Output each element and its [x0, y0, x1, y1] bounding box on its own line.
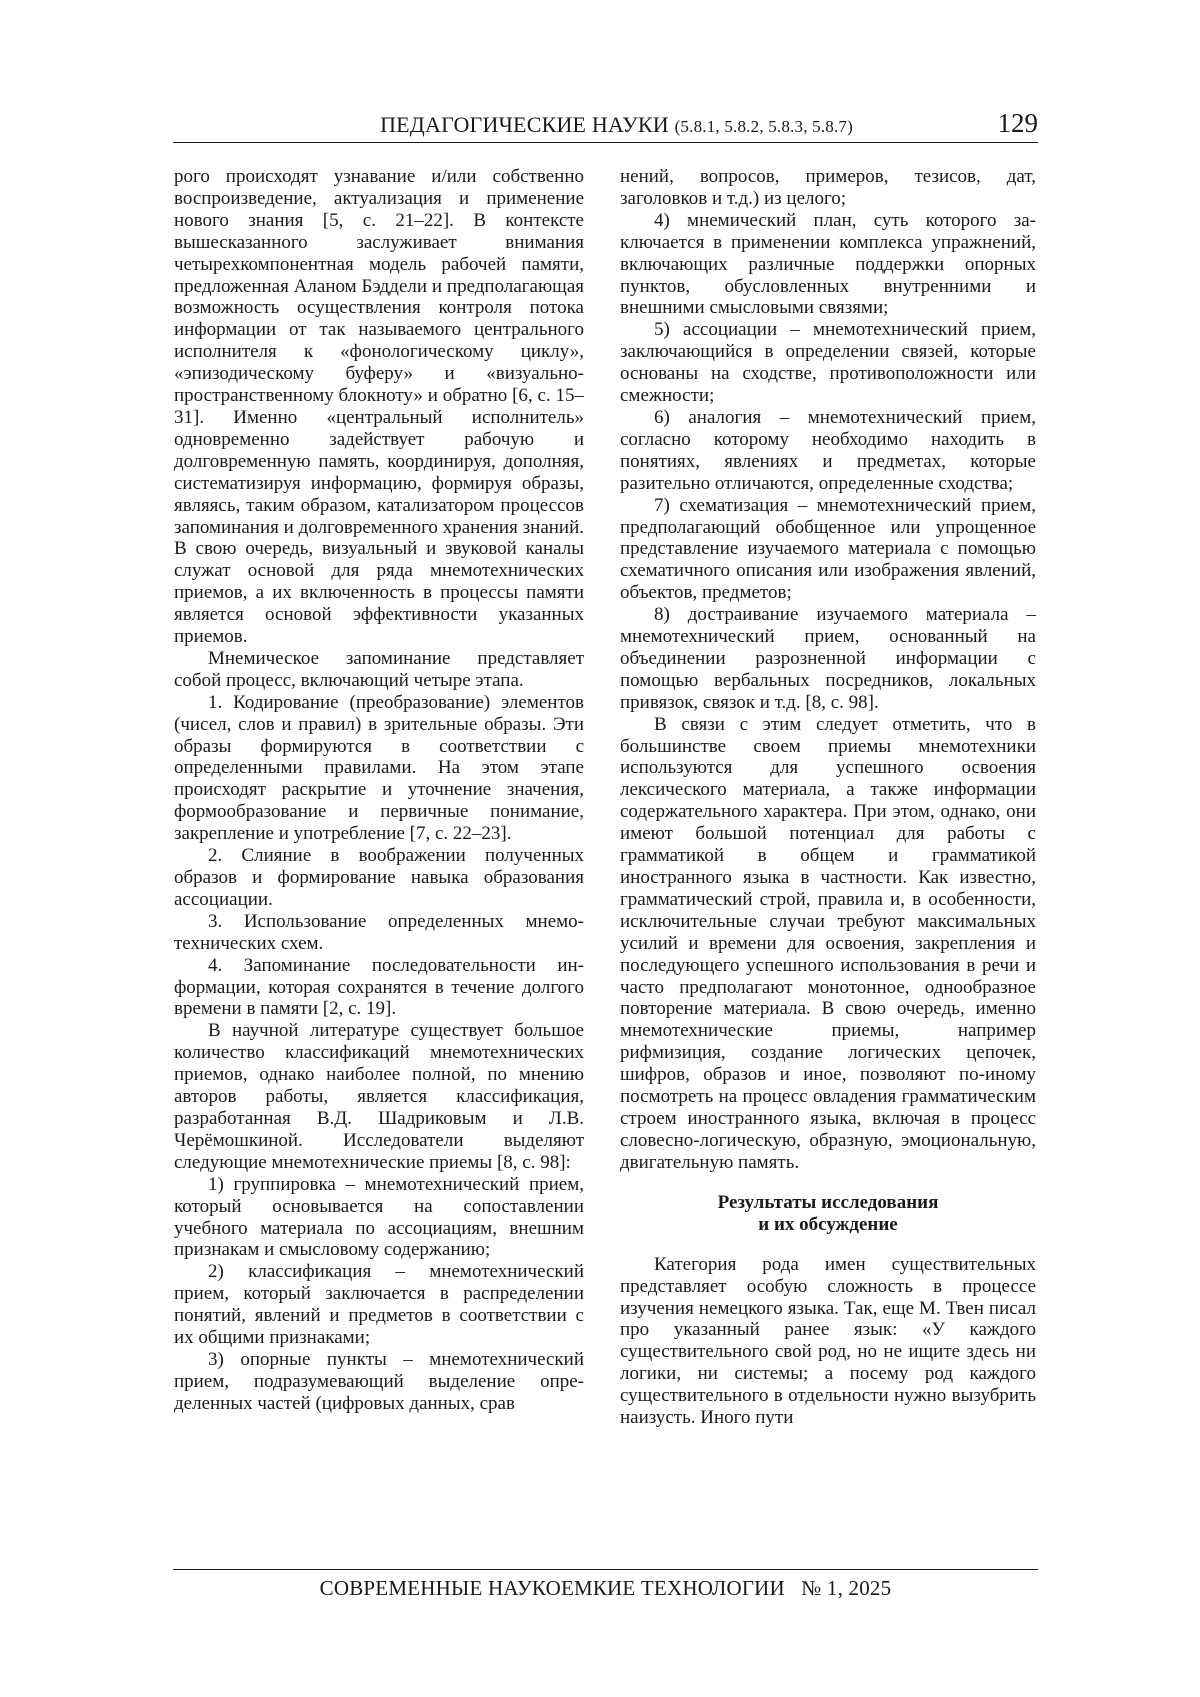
section-heading-line2: и их обсуждение: [758, 1213, 898, 1235]
list-item: 6) аналогия – мнемотехнический прием, согласно которому необходимо находить в понятиях, явлениях и предметах, которые разительно отличаются, определенные сходства;: [620, 406, 1036, 494]
journal-name: СОВРЕМЕННЫЕ НАУКОЕМКИЕ ТЕХНОЛОГИИ: [319, 1576, 785, 1600]
list-item: 1. Кодирование (преобразование) элементов (чисел, слов и правил) в зрительные образы. Эти образы формируются в соответствии с определенными правилами. На этом этапе происходят раскрытие и уточнение значения, формообразование и первичные понимание, закрепление и употребление [7, с. 22–23].: [174, 691, 584, 845]
section-heading: [620, 1192, 1036, 1236]
paragraph: В связи с этим следует отметить, что в большинстве своем приемы мнемотехники используются для успешного освоения лексического материала, а также информации содержательного характера. При этом, однако, они имеют большой потенциал для работы с грамматикой в общем и грамматикой иностранного языка в частности. Как известно, грамматический строй, правила и, в особенности, исключительные случаи требуют максимальных усилий и времени для освоения, закрепления и последующего успешного использования в речи и часто предполагают монотонное, однообразное повторение материала. В свою очередь, именно мнемотехнические приемы, например рифмизиция, создание логических цепочек, шифров, образов и иное, позволяют по-иному посмотреть на процесс овладения грамматическим строем иностранного языка, включая в процесс словесно-логическую, образную, эмоциональную, двигательную память.: [620, 713, 1036, 1173]
paragraph: В научной литературе существует большое количество классификаций мнемотехнических приемов, однако наиболее полной, по мнению авторов работы, является классификация, разработанная В.Д. Шадриковым и Л.В. Черёмошкиной. Исследователи выделяют следующие мнемотехнические приемы [8, с. 98]:: [174, 1020, 584, 1173]
paragraph: рого происходят узнавание и/или собственно воспроизведение, актуализация и применение нового знания [5, с. 21–22]. В контексте вышесказанного заслуживает внимания четырехкомпонентная модель рабочей памяти, предложенная Аланом Бэддели и предполагающая возможность осуществления контроля потока информации от так называемого центрального исполнителя к «фонологическому циклу», «эпизодическому буферу» и «визуально-пространственному блокноту» и обратно [6, с. 15–31]. Именно «центральный исполнитель» одновременно задействует рабочую и долговременную память, координируя, дополняя, систематизируя информацию, формируя образы, являясь, таким образом, катализатором процессов запоминания и долговременного хранения знаний. В свою очередь, визуальный и звуковой каналы служат основой для ряда мнемотехнических приемов, а их включенность в процессы памяти является основой эффективности указанных приемов.: [174, 166, 584, 648]
right-column: [620, 166, 1036, 1429]
paragraph: Мнемическое запоминание представляет собой процесс, включающий четыре этапа.: [174, 647, 584, 691]
list-item: нений, вопросов, примеров, тезисов, дат, заголовков и т.д.) из целого;: [620, 166, 1036, 209]
list-item: 1) группировка – мнемотехнический прием, который основывается на сопоставлении учебного материала по ассоциациям, внешним признакам и смысловому содержанию;: [174, 1173, 584, 1261]
list-item: 4) мнемический план, суть которого заключается в применении комплекса упражнений, включающих различные поддержки опорных пунктов, обусловленных внутренними и внешними смысловыми связями;: [620, 209, 1036, 319]
list-item: 2) классификация – мнемотехнический прием, который заключается в распределении понятий, явлений и предметов в соответствии с их общими признаками;: [174, 1261, 584, 1349]
list-item: 8) достраивание изучаемого материала – мнемотехнический прием, основанный на объединении разрозненной информации с помощью вербальных посредников, локальных привязок, связок и т.д. [8, с. 98].: [620, 604, 1036, 713]
list-item: 3. Использование определенных мнемотехнических схем.: [174, 910, 584, 954]
page-number: 129: [997, 108, 1038, 138]
footer-journal: [173, 1576, 1038, 1601]
left-column: [174, 166, 584, 1415]
running-header: [173, 108, 1038, 143]
list-item: 2. Слияние в воображении полученных образов и формирование навыка образования ассоциации.: [174, 845, 584, 910]
journal-section-title: [380, 112, 853, 138]
list-item: 7) схематизация – мнемотехнический прием, предполагающий обобщенное или упрощенное представление изучаемого материала с помощью схематичного описания или изображения явлений, объектов, предметов;: [620, 494, 1036, 604]
list-item: 4. Запоминание последовательности информации, которая сохранятся в течение долгого времени в памяти [2, с. 19].: [174, 954, 584, 1020]
list-item: 5) ассоциации – мнемотехнический прием, заключающийся в определении связей, которые основаны на сходстве, противоположности или смежности;: [620, 319, 1036, 407]
running-footer: [173, 1569, 1038, 1601]
journal-issue: № 1, 2025: [801, 1576, 892, 1600]
specialty-codes: (5.8.1, 5.8.2, 5.8.3, 5.8.7): [674, 117, 853, 136]
paragraph: Категория рода имен существительных представляет особую сложность в процессе изучения немецкого языка. Так, еще М. Твен писал про указанный ранее язык: «У каждого существительного свой род, но не ищите здесь ни логики, ни системы; а посему род каждого существительного в отдельности нужно вызубрить наизусть. Иного пути: [620, 1253, 1036, 1429]
section-heading-line1: Результаты исследования: [717, 1191, 939, 1213]
list-item: 3) опорные пункты – мнемотехнический прием, подразумевающий выделение определенных частей (цифровых данных, срав: [174, 1348, 584, 1414]
section-name: ПЕДАГОГИЧЕСКИЕ НАУКИ: [380, 112, 669, 137]
